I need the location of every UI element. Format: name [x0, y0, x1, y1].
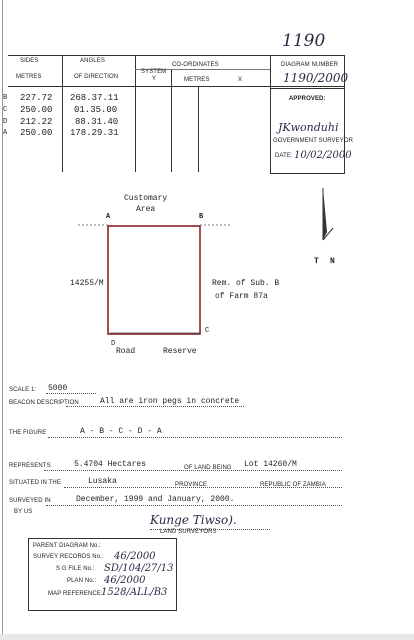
- surveyed-value: December, 1999 and January, 2000.: [76, 495, 235, 504]
- diagram-number: 1190/2000: [283, 71, 349, 85]
- sg-file-value: SD/104/27/13: [104, 563, 174, 574]
- plan-value: 46/2000: [104, 575, 146, 586]
- row-mark: A: [3, 129, 8, 137]
- right-parcel-label-2: of Farm 87a: [215, 292, 268, 301]
- corner-a: A: [106, 213, 111, 221]
- left-parcel-label: 14255/M: [70, 279, 104, 288]
- surveyed-label: SURVEYED IN: [9, 498, 51, 504]
- header-angles: ANGLES: [80, 58, 105, 64]
- date-label: DATE:: [275, 153, 293, 159]
- republic-label: REPUBLIC OF ZAMBIA: [260, 482, 326, 488]
- scale-label: SCALE 1:: [9, 387, 37, 393]
- header-coord-metres: METRES: [184, 77, 210, 83]
- beacon-value: All are iron pegs in concrete: [100, 397, 240, 406]
- row-metres: 250.00: [20, 128, 53, 138]
- header-system: SYSTEM: [141, 69, 167, 75]
- row-angle: 178.29.31: [70, 128, 119, 138]
- customary-area-label: Customary Area: [124, 194, 168, 214]
- header-coord-x: X: [238, 77, 243, 83]
- figure-value: A - B - C - D - A: [80, 427, 162, 436]
- reserve-label: Reserve: [163, 347, 197, 356]
- north-arrow-icon: [315, 188, 335, 242]
- by-us-label: BY US: [14, 509, 33, 515]
- plan-label: PLAN No.:: [67, 578, 97, 584]
- map-reference-value: 1528/ALL/B3: [101, 587, 168, 598]
- header-system-y: Y: [152, 76, 157, 82]
- land-surveyor-signature: Kunge Tiwso).: [150, 513, 237, 527]
- north-n: N: [330, 257, 335, 266]
- approval-date: 10/02/2000: [294, 150, 352, 161]
- header-sides: SIDES: [20, 58, 39, 64]
- diagram-number-label: DIAGRAM NUMBER: [281, 62, 339, 68]
- corner-d: D: [111, 340, 116, 348]
- represents-label: REPRESENTS: [9, 463, 51, 469]
- corner-c: C: [205, 327, 210, 335]
- surveyor-signature: JKwonduhi: [278, 121, 339, 134]
- figure-label: THE FIGURE: [9, 430, 47, 436]
- land-being-value: Lot 14260/M: [244, 460, 297, 469]
- scale-value: 5000: [48, 384, 68, 393]
- map-reference-label: MAP REFERENCE:: [48, 591, 103, 597]
- right-parcel-label-1: Rem. of Sub. B: [212, 279, 280, 288]
- survey-records-value: 46/2000: [114, 551, 156, 562]
- row-angle: 01.35.00: [74, 105, 118, 115]
- row-angle: 268.37.11: [70, 93, 119, 103]
- corner-b: B: [199, 213, 204, 221]
- row-metres: 227.72: [20, 93, 53, 103]
- province-label: PROVINCE: [175, 482, 208, 488]
- row-angle: 88.31.40: [75, 117, 119, 127]
- header-of-direction: OF DIRECTION: [74, 74, 119, 80]
- land-surveyors-label: LAND SURVEYORS: [160, 529, 217, 535]
- row-mark: D: [3, 118, 8, 126]
- road-label: Road: [116, 347, 136, 356]
- header-coordinates: CO-ORDINATES: [172, 62, 219, 68]
- situated-value: Lusaka: [88, 477, 117, 486]
- parent-diagram-label: PARENT DIAGRAM No.:: [33, 543, 102, 549]
- row-mark: C: [3, 106, 8, 114]
- situated-label: SITUATED IN THE: [9, 480, 61, 486]
- row-metres: 250.00: [20, 105, 53, 115]
- approved-label: APPROVED:: [289, 96, 326, 102]
- row-mark: B: [3, 94, 8, 102]
- land-being-label: OF LAND BEING: [184, 465, 232, 471]
- represents-value: 5.4704 Hectares: [74, 460, 147, 469]
- sg-file-label: S G FILE No.:: [56, 566, 95, 572]
- north-t: T: [314, 257, 319, 266]
- row-metres: 212.22: [20, 117, 53, 127]
- government-surveyor: GOVERNMENT SURVEYOR: [273, 138, 354, 144]
- top-handwritten-number: 1190: [282, 31, 326, 51]
- beacon-label: BEACON DESCRIPTION: [9, 400, 79, 406]
- survey-records-label: SURVEY RECORDS No.:: [33, 554, 104, 560]
- header-metres: METRES: [16, 74, 42, 80]
